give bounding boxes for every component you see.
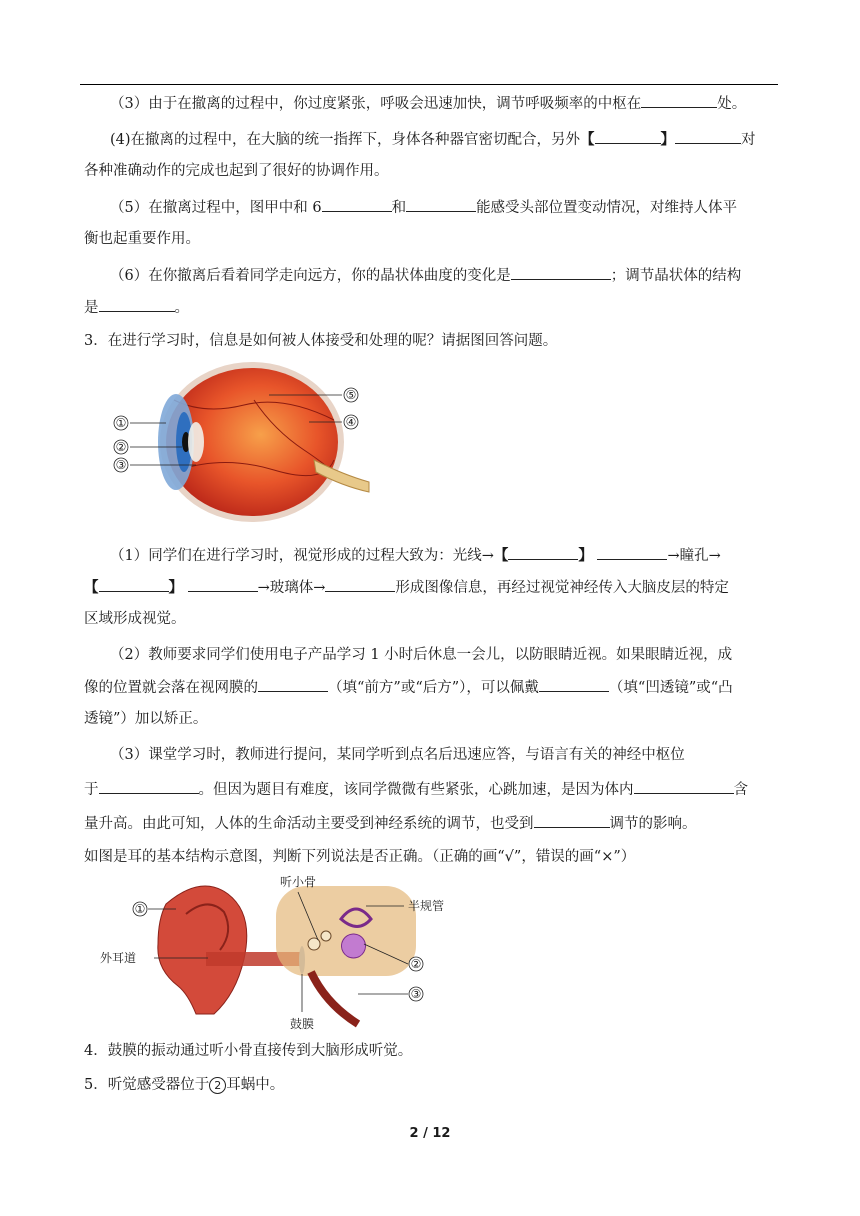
q2-sub5-tail: 能感受头部位置变动情况，对维持人体平 (476, 200, 738, 216)
eye-label-5: ⑤ (345, 388, 357, 402)
answer-blank[interactable] (641, 92, 717, 108)
page-number: 2 / 12 (409, 1126, 451, 1141)
q3-sub1-text: （1）同学们在进行学习时，视觉形成的过程大致为：光线→ (110, 548, 494, 564)
label-semicircular-canals: 半规管 (408, 899, 445, 913)
q3-sub2-line2 (84, 676, 778, 699)
q3-sub1-line3: 区域形成视觉。 (84, 611, 186, 627)
q3-sub3: （3）课堂学习时，教师进行提问，某同学听到点名后迅速应答，与语言有关的神经中枢位 (110, 747, 685, 763)
q3-sub3-start: 于 (84, 782, 99, 798)
q3-sub1-tail: 形成图像信息，再经过视觉神经传入大脑皮层的特定 (395, 580, 729, 596)
q3-sub2: （2）教师要求同学们使用电子产品学习 1 小时后休息一会儿，以防眼睛近视。如果眼睛近视，成 (110, 647, 733, 663)
q2-sub6-line2-start: 是 (84, 300, 99, 316)
bracket-open: 【 (493, 547, 509, 564)
q3-sub2-line3: 透镜”）加以矫正。 (84, 711, 208, 727)
q2-sub4-line2: 各种准确动作的完成也起到了很好的协调作用。 (84, 163, 389, 179)
q2-sub5-and: 和 (391, 200, 407, 216)
q5-text-end: 耳蜗中。 (226, 1077, 285, 1093)
answer-blank[interactable] (595, 128, 661, 144)
q2-sub4 (110, 128, 778, 151)
eye-label-3: ③ (115, 458, 127, 472)
lens-shape (188, 422, 204, 462)
answer-blank[interactable] (675, 128, 741, 144)
q2-sub5-text: （5）在撤离过程中，图甲中和 6 (110, 200, 322, 216)
circled-number: 2 (209, 1077, 226, 1094)
answer-blank[interactable] (188, 576, 258, 592)
q3-sub3-line3-text: 量升高。由此可知，人体的生命活动主要受到神经系统的调节，也受到 (84, 816, 534, 832)
q2-sub6-line2-end: 。 (174, 300, 189, 316)
q3-sub3-line3-tail: 调节的影响。 (609, 816, 697, 832)
answer-blank[interactable] (539, 676, 609, 692)
q2-sub6 (110, 264, 778, 287)
q3-sub1-pupil: →瞳孔→ (667, 548, 721, 564)
q3-sub3-line2 (84, 778, 778, 801)
q3-sub1 (110, 544, 778, 567)
bracket-open: 【 (84, 579, 99, 596)
q2-sub3-tail: 处。 (717, 96, 747, 112)
q2-sub5-line2: 衡也起重要作用。 (84, 231, 200, 247)
answer-blank[interactable] (99, 778, 199, 794)
header-rule (80, 84, 778, 85)
eye-label-1: ① (115, 416, 127, 430)
ear-stem: 如图是耳的基本结构示意图，判断下列说法是否正确。（正确的画“√”，错误的画“×”） (84, 849, 636, 865)
label-eardrum: 鼓膜 (289, 1017, 315, 1031)
answer-blank[interactable] (258, 676, 328, 692)
q3-sub1-line2 (84, 576, 778, 599)
answer-blank[interactable] (597, 544, 667, 560)
eye-diagram (104, 360, 374, 530)
q2-sub3 (110, 92, 778, 115)
answer-blank[interactable] (99, 576, 169, 592)
ear-label-1: ① (134, 902, 146, 916)
ear-label-2: ② (410, 957, 422, 971)
q2-sub6-line2 (84, 296, 778, 319)
bracket-close: 】 (168, 579, 183, 596)
answer-blank[interactable] (406, 196, 476, 212)
q2-sub3-text: （3）由于在撤离的过程中，你过度紧张，呼吸会迅速加快，调节呼吸频率的中枢在 (110, 96, 642, 112)
label-ear-canal: 外耳道 (100, 951, 137, 965)
answer-blank[interactable] (634, 778, 734, 794)
q3-sub2-text: 像的位置就会落在视网膜的 (84, 680, 258, 696)
answer-blank[interactable] (99, 296, 175, 312)
ear-diagram (96, 874, 456, 1034)
q5 (84, 1074, 778, 1096)
answer-blank[interactable] (322, 196, 392, 212)
q3-sub3-tail: 含 (733, 782, 748, 798)
q5-text-start: 5．听觉感受器位于 (84, 1077, 210, 1093)
answer-blank[interactable] (511, 264, 611, 280)
answer-blank[interactable] (325, 576, 395, 592)
q2-sub6-tail: ；调节晶状体的结构 (610, 268, 742, 284)
q3-sub2-mid: （填“前方”或“后方”），可以佩戴 (328, 680, 539, 696)
temporal-bone-shape (276, 886, 416, 976)
answer-blank[interactable] (534, 812, 610, 828)
q4: 4．鼓膜的振动通过听小骨直接传到大脑形成听觉。 (84, 1043, 413, 1059)
eustachian-tube-shape (311, 972, 358, 1024)
q2-sub5 (110, 196, 778, 219)
q3-stem: 3．在进行学习时，信息是如何被人体接受和处理的呢？请据图回答问题。 (84, 333, 558, 349)
bracket-close: 】 (660, 131, 676, 148)
eye-label-4: ④ (345, 415, 357, 429)
bracket-open: 【 (580, 131, 595, 148)
bracket-close: 】 (578, 547, 593, 564)
q3-sub2-tail: （填“凹透镜”或“凸 (608, 680, 733, 696)
label-ossicles: 听小骨 (279, 875, 317, 889)
q2-sub6-text: （6）在你撤离后看着同学走向远方，你的晶状体曲度的变化是 (110, 268, 511, 284)
q3-sub3-line3 (84, 812, 778, 835)
eye-label-2: ② (115, 440, 127, 454)
ossicle-shape (321, 931, 331, 941)
q3-sub3-mid: 。但因为题目有难度，该同学微微有些紧张，心跳加速，是因为体内 (198, 782, 634, 798)
ear-label-3: ③ (410, 987, 422, 1001)
answer-blank[interactable] (508, 544, 578, 560)
cochlea-shape (342, 934, 366, 958)
q2-sub4-tail: 对 (741, 132, 756, 148)
q3-sub1-vitreous: →玻璃体→ (257, 580, 326, 596)
q2-sub4-text: (4)在撤离的过程中，在大脑的统一指挥下，身体各种器官密切配合，另外 (110, 132, 581, 148)
